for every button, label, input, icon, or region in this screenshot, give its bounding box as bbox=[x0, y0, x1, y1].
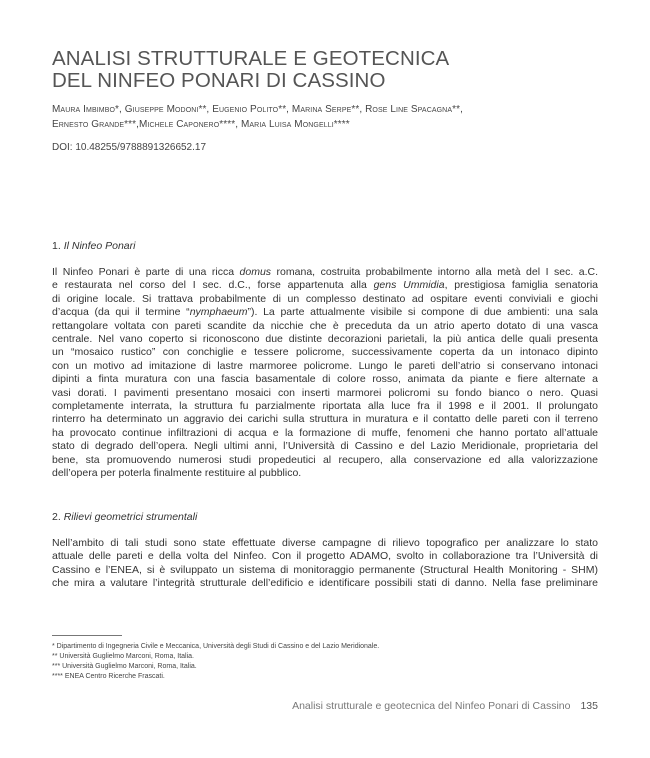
section-2-heading bbox=[52, 511, 197, 523]
text-line: bene, sta promuovendo numerosi studi propedeutici al recupero, alla conservazione ed alla valorizzazione bbox=[52, 453, 598, 466]
paper-title bbox=[52, 48, 612, 92]
text-line: un “mosaico rustico” con conchiglie e tessere policrome, successivamente coperta da un intonaco dipinto bbox=[52, 346, 598, 359]
paper-title-line-1: ANALISI STRUTTURALE E GEOTECNICA bbox=[52, 47, 450, 70]
text-line: vasi dorati. I pavimenti presentano mosaici con inserti marmorei policromi su fondo bianco o nero. Quasi bbox=[52, 386, 598, 399]
footnotes bbox=[52, 642, 612, 682]
section-1-title: Il Ninfeo Ponari bbox=[63, 240, 136, 252]
italic-term: nymphaeum bbox=[189, 306, 248, 319]
paper-title-line-2: DEL NINFEO PONARI DI CASSINO bbox=[52, 69, 386, 92]
section-1-paragraph bbox=[52, 266, 598, 481]
doi: DOI: 10.48255/9788891326652.17 bbox=[52, 142, 207, 153]
author-list-line-1: Maura Imbimbo*, Giuseppe Modoni**, Eugenio Polito**, Marina Serpe**, Rose Line Spacagna**, bbox=[52, 104, 463, 115]
author-list-line-2: Ernesto Grande***,Michele Caponero****, Maria Luisa Mongelli**** bbox=[52, 118, 350, 130]
text-line: ha provocato continue infiltrazioni di acqua e la formazione di muffe, fenomeni che hanno portato all’attuale bbox=[52, 426, 598, 439]
text-line: Il Ninfeo Ponari è parte di una ricca domus romana, costruita probabilmente intorno alla metà del I sec. a.C. bbox=[52, 266, 598, 278]
footnote-1: * Dipartimento di Ingegneria Civile e Meccanica, Università degli Studi di Cassino e del Lazio Meridionale. bbox=[52, 643, 380, 650]
text-line: dell’opera per poterla finalmente restituire al pubblico. bbox=[52, 467, 302, 480]
text-line: centrale. Nel vano coperto si riconoscono due distinte decorazioni parietali, la più antica delle quali presenta bbox=[52, 333, 598, 346]
text-line: e restaurata nel corso del I sec. d.C., forse appartenuta alla gens Ummidia, prestigiosa famiglia senatoria bbox=[52, 279, 598, 292]
footnote-2: ** Università Guglielmo Marconi, Roma, Italia. bbox=[52, 653, 194, 660]
text-line: completamente interrata, la struttura fu parzialmente riportata alla luce fra il 1998 e il 2001. Il prolungato bbox=[52, 400, 598, 413]
text-line: attuale delle pareti e della volta del Ninfeo. Con il progetto ADAMO, svolto in collaborazione tra l’Università di bbox=[52, 550, 598, 563]
footnote-separator bbox=[52, 635, 122, 636]
page-number: 135 bbox=[580, 700, 598, 712]
footnote-3: *** Università Guglielmo Marconi, Roma, Italia. bbox=[52, 663, 197, 670]
text-line: con un motivo ad imitazione di lastre marmoree policrome. Lungo le pareti dell’atrio si conservano intonaci bbox=[52, 359, 598, 372]
text-line: rettangolare voltata con pareti scandite da nicchie che è preceduta da un atrio aperto dotato di una vasca bbox=[52, 319, 598, 332]
author-list bbox=[52, 103, 612, 132]
section-2-paragraph bbox=[52, 537, 598, 591]
section-1-heading bbox=[52, 240, 135, 252]
text-line: Nell’ambito di tali studi sono state effettuate diverse campagne di rilievo topografico per analizzare lo stato bbox=[52, 537, 598, 549]
section-1-number: 1. bbox=[52, 240, 61, 252]
text-line: di origine locale. Si trattava probabilmente di un complesso destinato ad ospitare eventi conviviali e giochi bbox=[52, 292, 598, 305]
section-2-number: 2. bbox=[52, 511, 61, 523]
running-footer bbox=[292, 700, 598, 712]
italic-term: domus bbox=[239, 266, 272, 278]
footnote-4: **** ENEA Centro Ricerche Frascati. bbox=[52, 673, 165, 680]
text-line: Cassino e l’ENEA, si è sviluppato un sistema di monitoraggio permanente (Structural Health Monitoring - SHM) bbox=[52, 563, 598, 576]
text-line: che mira a valutare l’integrità strutturale dell’edificio e identificare possibili stati di danno. Nella fase preliminare bbox=[52, 577, 598, 590]
running-title: Analisi strutturale e geotecnica del Ninfeo Ponari di Cassino bbox=[292, 700, 571, 712]
text-line: rinterro ha determinato un aggravio dei carichi sulla struttura in muratura e il contatto delle pareti con il terreno bbox=[52, 413, 598, 426]
italic-term: gens Ummidia bbox=[373, 279, 445, 292]
text-line: d’acqua (da qui il termine “nymphaeum”). La parte attualmente visibile si compone di due ambienti: una sala bbox=[52, 306, 598, 319]
text-line: stato di degrado dell’opera. Negli ultimi anni, l’Università di Cassino e del Lazio Meridionale, proprietaria del bbox=[52, 440, 598, 453]
section-2-title: Rilievi geometrici strumentali bbox=[63, 511, 198, 523]
text-line: dipinti a finta muratura con una fascia basamentale di colore rosso, animata da piante e fiere alternate a bbox=[52, 373, 598, 386]
